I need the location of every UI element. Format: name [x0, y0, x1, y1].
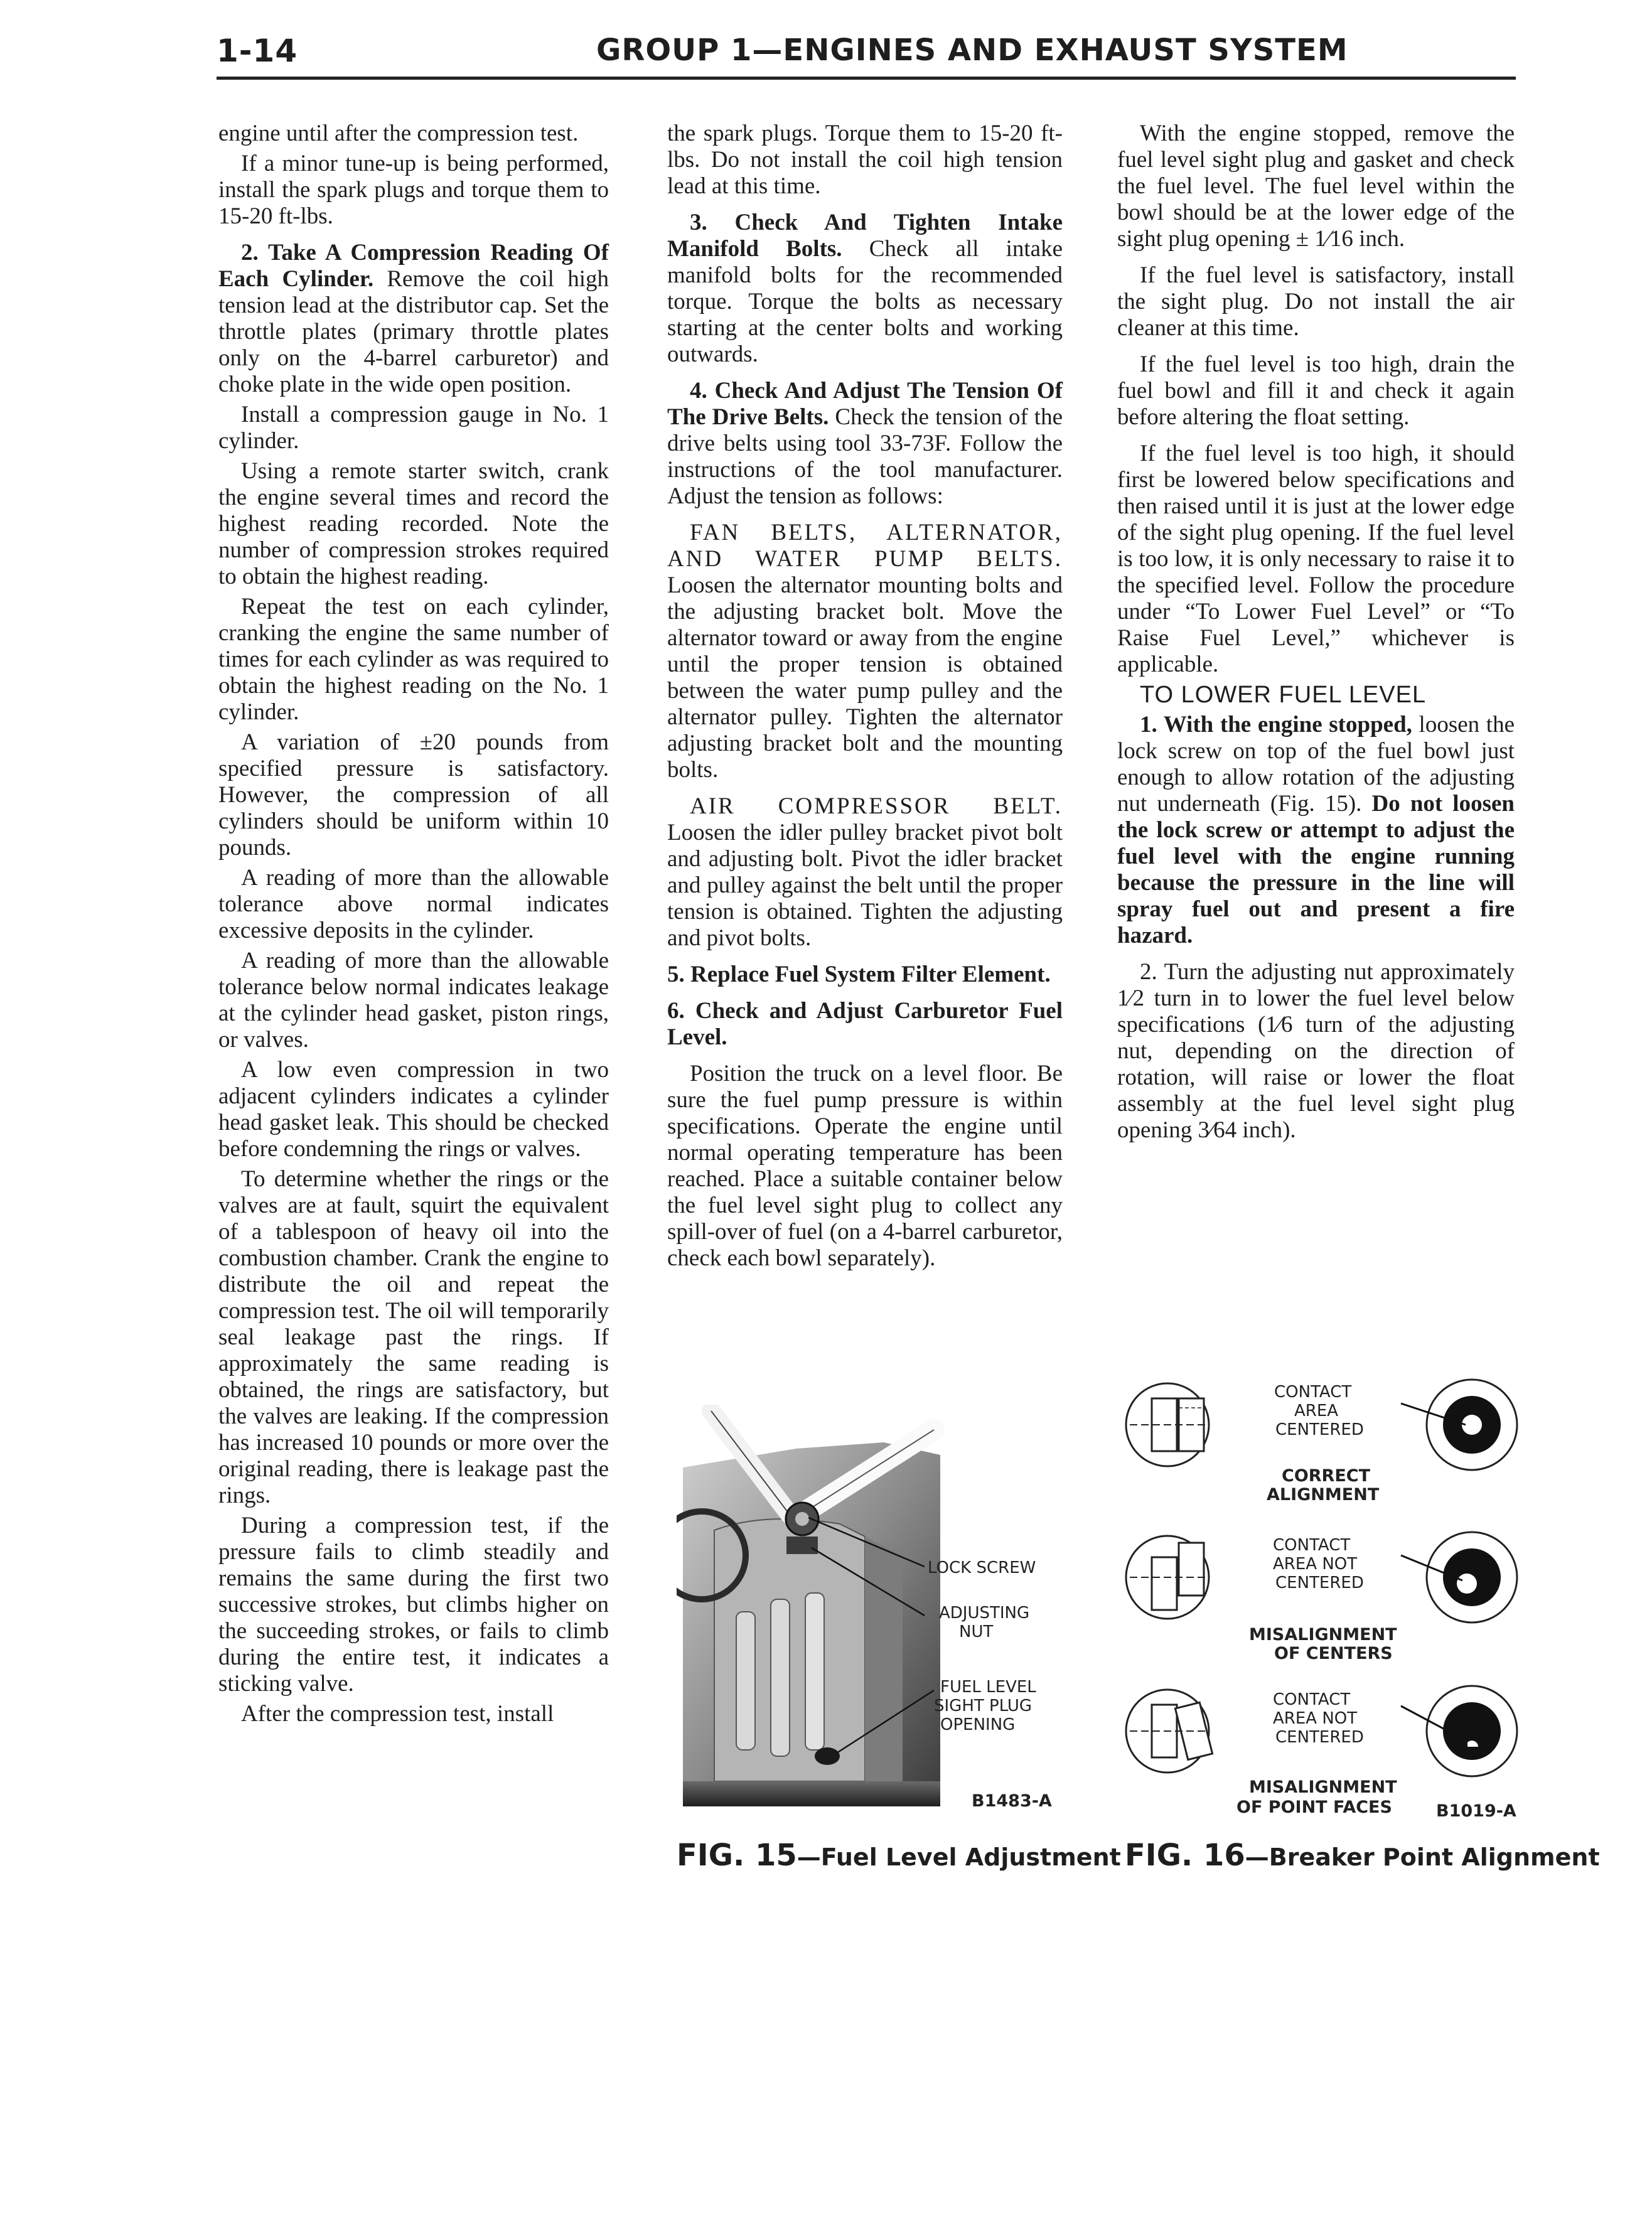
paragraph: A reading of more than the allowable tolerance above normal indicates excessive deposits in the cylinder.	[218, 865, 609, 943]
header-rule	[217, 77, 1516, 80]
paragraph	[667, 210, 1063, 368]
panel-title: OF CENTERS	[1274, 1644, 1393, 1663]
figure-title: —Breaker Point Alignment	[1245, 1843, 1600, 1871]
paragraph	[1117, 712, 1515, 949]
step-heading: 5. Replace Fuel System Filter Element.	[667, 962, 1051, 987]
label-sight-plug: FUEL LEVEL	[940, 1678, 1036, 1697]
carburetor-illustration	[677, 1405, 1066, 1832]
step-heading: 2. Take A Compression Reading Of Each Cylinder.	[218, 240, 609, 292]
panel-misalignment-faces	[1126, 1686, 1517, 1821]
figure-15-caption	[677, 1838, 1121, 1873]
figure-number: FIG. 15	[677, 1838, 797, 1873]
panel-title: CORRECT	[1282, 1466, 1371, 1486]
paragraph-text: Remove the coil high tension lead at the distributor cap. Set the throttle plates (primary throttle plates only on the 4-barrel carburetor) and choke plate in the wide open position.	[218, 266, 609, 397]
step-heading: 1. With the engine stopped,	[1140, 712, 1412, 737]
panel-title: MISALIGNMENT	[1249, 1625, 1397, 1644]
panel-title: MISALIGNMENT	[1249, 1778, 1397, 1797]
paragraph: If the fuel level is too high, it should first be lowered below specifications and then raised until it is just at the lower edge of the sight plug opening. If the fuel level is too low, it is only necessary to raise it to the specified level. Follow the procedure under “To Lower Fuel Level” or “To Raise Fuel Level,” whichever is applicable.	[1117, 441, 1515, 677]
paragraph-text: Loosen the idler pulley bracket pivot bolt and adjusting bolt. Pivot the idler bracket and pulley against the belt until the proper tension is obtained. Tighten the adjusting and pivot bolts.	[667, 820, 1063, 951]
paragraph	[667, 520, 1063, 783]
paragraph: Position the truck on a level floor. Be sure the fuel pump pressure is within specifications. Operate the engine until normal operating temperature has been reached. Place a suitable container below the fuel level sight plug to collect any spill-over of fuel (on a 4-barrel carburetor, check each bowl separately).	[667, 1061, 1063, 1271]
contact-label: AREA	[1294, 1402, 1339, 1420]
paragraph: Install a compression gauge in No. 1 cylinder.	[218, 402, 609, 454]
paragraph: 2. Turn the adjusting nut approximately 1⁄2 turn in to lower the fuel level below specifications (1⁄6 turn of the adjusting nut, depending on the direction of rotation, will raise or lower the float assembly at the fuel level sight plug opening 3⁄64 inch).	[1117, 959, 1515, 1143]
contact-label: CONTACT	[1273, 1536, 1351, 1555]
label-lock-screw: LOCK SCREW	[928, 1558, 1036, 1577]
step-heading: 4. Check And Adjust The Tension Of The Drive Belts.	[667, 378, 1063, 430]
breaker-point-diagram	[1124, 1373, 1519, 1825]
paragraph: engine until after the compression test.	[218, 121, 579, 146]
subheading: AIR COMPRESSOR BELT.	[690, 793, 1063, 819]
paragraph: If the fuel level is too high, drain the fuel bowl and fill it and check it again before altering the float setting.	[1117, 351, 1515, 430]
section-heading: TO LOWER FUEL LEVEL	[1140, 682, 1427, 708]
figure-16-caption	[1125, 1838, 1600, 1873]
step-heading: 3. Check And Tighten Intake Manifold Bolts.	[667, 210, 1063, 262]
paragraph	[667, 998, 1063, 1051]
warning-text: Do not loosen the lock screw or attempt to adjust the fuel level with the engine running because the pressure in the line will spray fuel out and present a fire hazard.	[1117, 791, 1515, 948]
page-number: 1-14	[217, 33, 298, 69]
paragraph: To determine whether the rings or the valves are at fault, squirt the equivalent of a tablespoon of heavy oil into the combustion chamber. Crank the engine to distribute the oil and repeat the compression test. The oil will temporarily seal leakage past the rings. If approximately the same reading is obtained, the rings are satisfactory, but the valves are leaking. If the compression has increased 10 pounds or more over the original reading, there is leakage past the rings.	[218, 1166, 609, 1508]
group-title: GROUP 1—ENGINES AND EXHAUST SYSTEM	[596, 33, 1348, 68]
label-adjusting-nut: NUT	[959, 1622, 994, 1641]
contact-label: CONTACT	[1273, 1690, 1351, 1709]
contact-label: AREA NOT	[1273, 1709, 1358, 1728]
panel-correct-alignment	[1126, 1380, 1517, 1504]
paragraph-text: Check the tension of the drive belts using tool 33-73F. Follow the instructions of the tool manufacturer. Adjust the tension as follows:	[667, 404, 1063, 509]
panel-title: OF POINT FACES	[1236, 1798, 1392, 1817]
figure-title: —Fuel Level Adjustment	[796, 1843, 1121, 1871]
paragraph: During a compression test, if the pressure fails to climb steadily and remains the same during the first two successive strokes, but climbs higher on the succeeding strokes, or fails to climb during the entire test, it indicates a sticking valve.	[218, 1513, 609, 1697]
contact-label: AREA NOT	[1273, 1555, 1358, 1574]
paragraph: Using a remote starter switch, crank the engine several times and record the highest reading recorded. Note the number of compression strokes required to obtain the highest reading.	[218, 458, 609, 589]
paragraph: Repeat the test on each cylinder, cranking the engine the same number of times for each cylinder as was required to obtain the highest reading on the No. 1 cylinder.	[218, 594, 609, 725]
label-adjusting-nut: ADJUSTING	[939, 1604, 1030, 1622]
paragraph: A variation of ±20 pounds from specified pressure is satisfactory. However, the compression of all cylinders should be uniform within 10 pounds.	[218, 729, 609, 861]
panel-misalignment-centers	[1126, 1532, 1517, 1663]
panel-title: ALIGNMENT	[1267, 1485, 1380, 1504]
paragraph-text: Check all intake manifold bolts for the recommended torque. Torque the bolts as necessary starting at the center bolts and working outwards.	[667, 236, 1063, 367]
step-heading: 6. Check and Adjust Carburetor Fuel Level.	[667, 998, 1063, 1050]
paragraph: If the fuel level is satisfactory, install the sight plug. Do not install the air cleaner at this time.	[1117, 262, 1515, 341]
contact-label: CENTERED	[1275, 1574, 1364, 1592]
paragraph-text: loosen the lock screw on top of the fuel bowl just enough to allow rotation of the adjusting nut underneath (Fig. 15).	[1117, 712, 1515, 817]
label-sight-plug: OPENING	[940, 1715, 1016, 1734]
paragraph	[667, 793, 1063, 952]
contact-label: CONTACT	[1274, 1383, 1352, 1402]
paragraph	[667, 378, 1063, 510]
paragraph: A reading of more than the allowable tolerance below normal indicates leakage at the cylinder head gasket, piston rings, or valves.	[218, 948, 609, 1053]
figure-code: B1483-A	[972, 1791, 1052, 1811]
text-column-2	[667, 121, 1063, 1275]
label-sight-plug: SIGHT PLUG	[934, 1697, 1032, 1715]
figure-15	[677, 1405, 1066, 1832]
subheading: FAN BELTS, ALTERNATOR, AND WATER PUMP BELTS.	[667, 520, 1063, 572]
paragraph-text: Loosen the alternator mounting bolts and the adjusting bracket bolt. Move the alternator toward or away from the engine until the proper tension is obtained between the water pump pulley and the alternator pulley. Tighten the alternator adjusting bracket bolt and the mounting bolts.	[667, 572, 1063, 783]
paragraph: A low even compression in two adjacent cylinders indicates a cylinder head gasket leak. This should be checked before condemning the rings or valves.	[218, 1057, 609, 1162]
paragraph: With the engine stopped, remove the fuel level sight plug and gasket and check the fuel level. The fuel level within the bowl should be at the lower edge of the sight plug opening ± 1⁄16 inch.	[1117, 121, 1515, 252]
contact-label: CENTERED	[1275, 1728, 1364, 1747]
paragraph: If a minor tune-up is being performed, install the spark plugs and torque them to 15-20 ft-lbs.	[218, 151, 609, 229]
figure-16	[1124, 1373, 1519, 1825]
figure-code: B1019-A	[1436, 1801, 1516, 1821]
paragraph: After the compression test, install	[241, 1701, 554, 1727]
contact-label: CENTERED	[1275, 1420, 1364, 1439]
text-column-3	[1117, 121, 1515, 1147]
text-column-1	[218, 121, 609, 1731]
paragraph	[218, 240, 609, 398]
paragraph	[667, 962, 1063, 988]
paragraph: the spark plugs. Torque them to 15-20 ft-lbs. Do not install the coil high tension lead at this time.	[667, 121, 1063, 199]
figure-number: FIG. 16	[1125, 1838, 1245, 1873]
